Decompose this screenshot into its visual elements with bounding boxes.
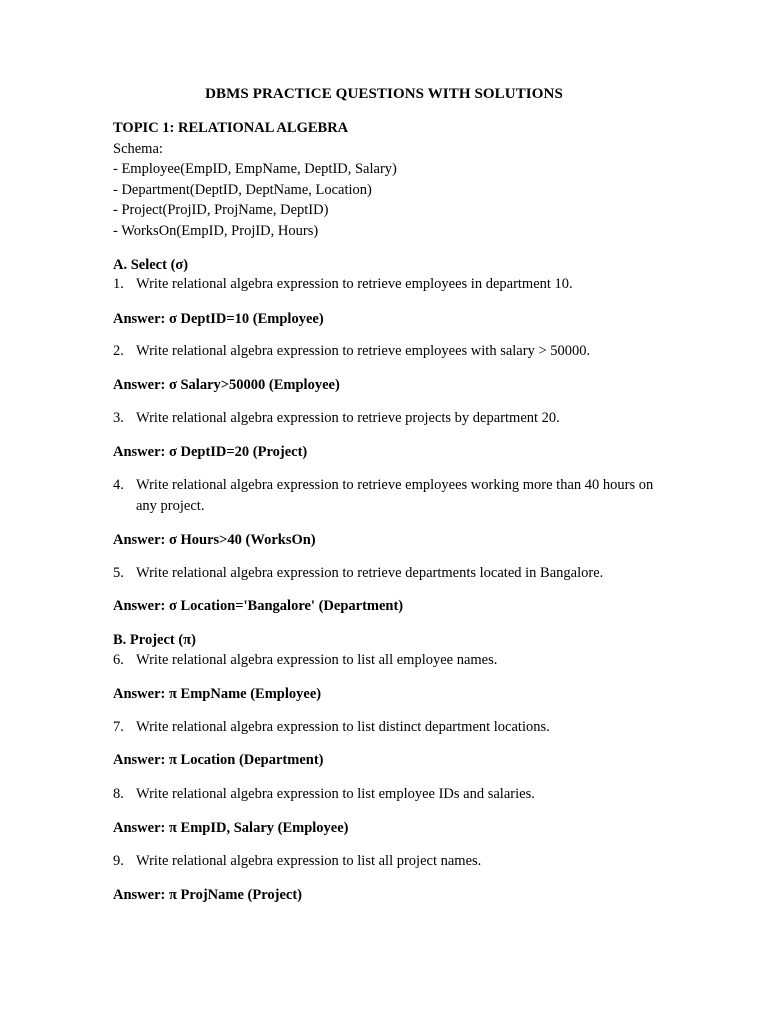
question-4 xyxy=(113,475,658,517)
question-text: Write relational algebra expression to retrieve employees in department 10. xyxy=(136,276,573,292)
answer-1: Answer: σ DeptID=10 (Employee) xyxy=(113,311,324,327)
question-text: Write relational algebra expression to retrieve projects by department 20. xyxy=(136,410,560,426)
question-number: 7. xyxy=(113,719,124,735)
topic-heading: TOPIC 1: RELATIONAL ALGEBRA xyxy=(113,120,349,136)
answer-4: Answer: σ Hours>40 (WorksOn) xyxy=(113,532,316,548)
schema-line-workson: - WorksOn(EmpID, ProjID, Hours) xyxy=(113,223,319,239)
schema-label: Schema: xyxy=(113,141,163,157)
answer-9: Answer: π ProjName (Project) xyxy=(113,887,302,903)
question-9 xyxy=(113,851,673,872)
answer-8: Answer: π EmpID, Salary (Employee) xyxy=(113,820,349,836)
answer-3: Answer: σ DeptID=20 (Project) xyxy=(113,444,308,460)
document-title: DBMS PRACTICE QUESTIONS WITH SOLUTIONS xyxy=(205,86,563,102)
question-7 xyxy=(113,717,673,738)
question-6 xyxy=(113,650,673,671)
question-number: 4. xyxy=(113,477,124,493)
question-text: Write relational algebra expression to retrieve employees working more than 40 hours on any project. xyxy=(136,477,654,514)
question-2 xyxy=(113,341,673,362)
question-text: Write relational algebra expression to list distinct department locations. xyxy=(136,719,550,735)
question-number: 2. xyxy=(113,343,124,359)
question-number: 9. xyxy=(113,853,124,869)
section-heading-project: B. Project (π) xyxy=(113,632,196,648)
question-number: 5. xyxy=(113,565,124,581)
question-text: Write relational algebra expression to list employee IDs and salaries. xyxy=(136,786,535,802)
question-3 xyxy=(113,408,673,429)
question-number: 1. xyxy=(113,276,124,292)
question-text: Write relational algebra expression to retrieve departments located in Bangalore. xyxy=(136,565,604,581)
schema-line-employee: - Employee(EmpID, EmpName, DeptID, Salary) xyxy=(113,161,397,177)
question-8 xyxy=(113,784,673,805)
question-5 xyxy=(113,563,673,584)
question-text: Write relational algebra expression to retrieve employees with salary > 50000. xyxy=(136,343,591,359)
question-number: 8. xyxy=(113,786,124,802)
question-number: 3. xyxy=(113,410,124,426)
schema-line-department: - Department(DeptID, DeptName, Location) xyxy=(113,182,372,198)
question-text: Write relational algebra expression to list all project names. xyxy=(136,853,482,869)
question-number: 6. xyxy=(113,652,124,668)
schema-line-project: - Project(ProjID, ProjName, DeptID) xyxy=(113,202,329,218)
answer-5: Answer: σ Location='Bangalore' (Department) xyxy=(113,598,404,614)
question-1 xyxy=(113,274,673,295)
answer-7: Answer: π Location (Department) xyxy=(113,752,324,768)
answer-2: Answer: σ Salary>50000 (Employee) xyxy=(113,377,340,393)
question-text: Write relational algebra expression to list all employee names. xyxy=(136,652,498,668)
answer-6: Answer: π EmpName (Employee) xyxy=(113,686,322,702)
section-heading-select: A. Select (σ) xyxy=(113,257,189,273)
